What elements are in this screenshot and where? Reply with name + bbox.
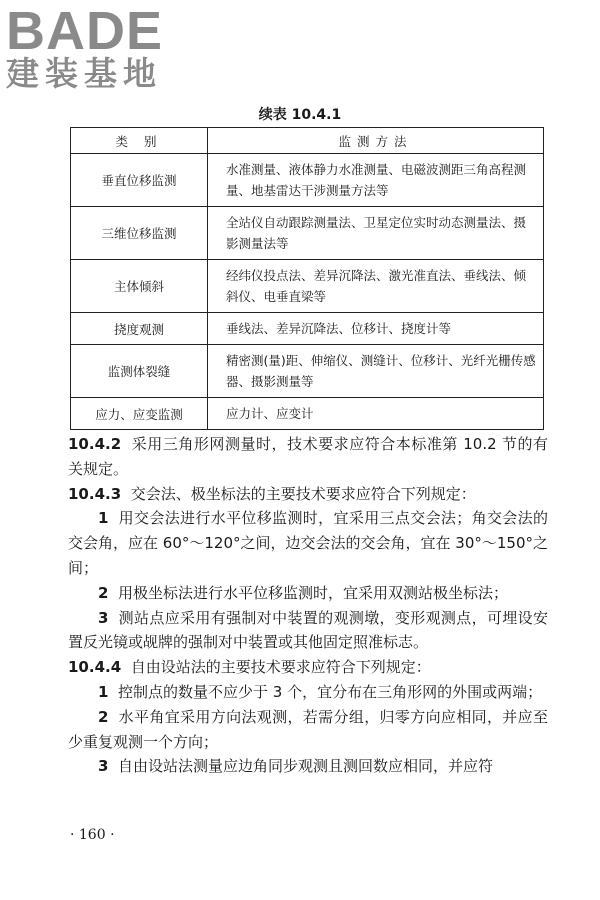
- table-row: [71, 154, 544, 207]
- item-number: 2: [98, 583, 109, 602]
- row-category: 监测体裂缝: [71, 345, 208, 398]
- publisher-logo: [6, 1, 164, 93]
- item-number: 1: [98, 682, 109, 701]
- table-title: 续表 10.4.1: [258, 107, 342, 123]
- row-method: 水准测量、液体静力水准测量、电磁波测距三角高程测量、地基雷达干涉测量方法等: [208, 154, 544, 207]
- list-item: [68, 606, 548, 656]
- row-category: 垂直位移监测: [71, 154, 208, 207]
- logo-brand: BADE: [6, 1, 164, 61]
- page-number: · 160 ·: [70, 827, 115, 843]
- item-number: 1: [98, 509, 109, 528]
- item-text: 自由设站法测量应边角同步观测且测回数应相同，并应符: [117, 757, 493, 776]
- header-method: 监测方法: [208, 128, 544, 154]
- monitoring-methods-table: [70, 127, 544, 430]
- list-item: [68, 705, 548, 755]
- row-category: 三维位移监测: [71, 207, 208, 260]
- row-method: 垂线法、差异沉降法、位移计、挠度计等: [208, 313, 544, 345]
- logo-subtitle: 建装基地: [6, 54, 162, 93]
- row-method: 精密测(量)距、伸缩仪、测缝计、位移计、光纤光栅传感器、摄影测量等: [208, 345, 544, 398]
- item-text: 测站点应采用有强制对中装置的观测墩，变形观测点，可埋设安置反光镜或觇牌的强制对中装置或其他固定照准标志。: [68, 608, 548, 652]
- row-method: 应力计、应变计: [208, 398, 544, 430]
- clause-text: 采用三角形网测量时，技术要求应符合本标准第 10.2 节的有关规定。: [68, 435, 548, 478]
- table-row: [71, 260, 544, 313]
- row-category: 挠度观测: [71, 313, 208, 345]
- item-number: 2: [98, 707, 109, 726]
- item-text: 用交会法进行水平位移监测时，宜采用三点交会法；角交会法的交会角，应在 60°～120°之间，边交会法的交会角，宜在 30°～150°之间；: [68, 509, 548, 577]
- table-header-row: [71, 128, 544, 154]
- item-number: 3: [98, 757, 109, 776]
- table-row: [71, 398, 544, 430]
- clause-number: 10.4.2: [68, 435, 122, 453]
- list-item: [68, 581, 548, 606]
- clause-number: 10.4.3: [68, 484, 122, 503]
- clause-text: 交会法、极坐标法的主要技术要求应符合下列规定：: [130, 484, 476, 503]
- body-text: [68, 432, 548, 779]
- clause-10-4-2: [68, 432, 548, 482]
- item-text: 水平角宜采用方向法观测，若需分组，归零方向应相同，并应至少重复观测一个方向；: [68, 707, 548, 751]
- item-number: 3: [98, 608, 109, 627]
- clause-number: 10.4.4: [68, 658, 122, 677]
- list-item: [68, 680, 548, 705]
- row-method: 经纬仪投点法、差异沉降法、激光准直法、垂线法、倾斜仪、电垂直梁等: [208, 260, 544, 313]
- table-row: [71, 313, 544, 345]
- clause-10-4-4: [68, 655, 548, 680]
- table-row: [71, 207, 544, 260]
- clause-text: 自由设站法的主要技术要求应符合下列规定：: [130, 658, 431, 677]
- item-text: 控制点的数量不应少于 3 个，宜分布在三角形网的外围或两端；: [117, 682, 543, 701]
- clause-10-4-3: [68, 482, 548, 507]
- row-method: 全站仪自动跟踪测量法、卫星定位实时动态测量法、摄影测量法等: [208, 207, 544, 260]
- row-category: 应力、应变监测: [71, 398, 208, 430]
- row-category: 主体倾斜: [71, 260, 208, 313]
- header-category: 类 别: [71, 128, 208, 154]
- list-item: [68, 506, 548, 580]
- list-item: [68, 754, 548, 779]
- table-row: [71, 345, 544, 398]
- item-text: 用极坐标法进行水平位移监测时，宜采用双测站极坐标法；: [117, 583, 508, 602]
